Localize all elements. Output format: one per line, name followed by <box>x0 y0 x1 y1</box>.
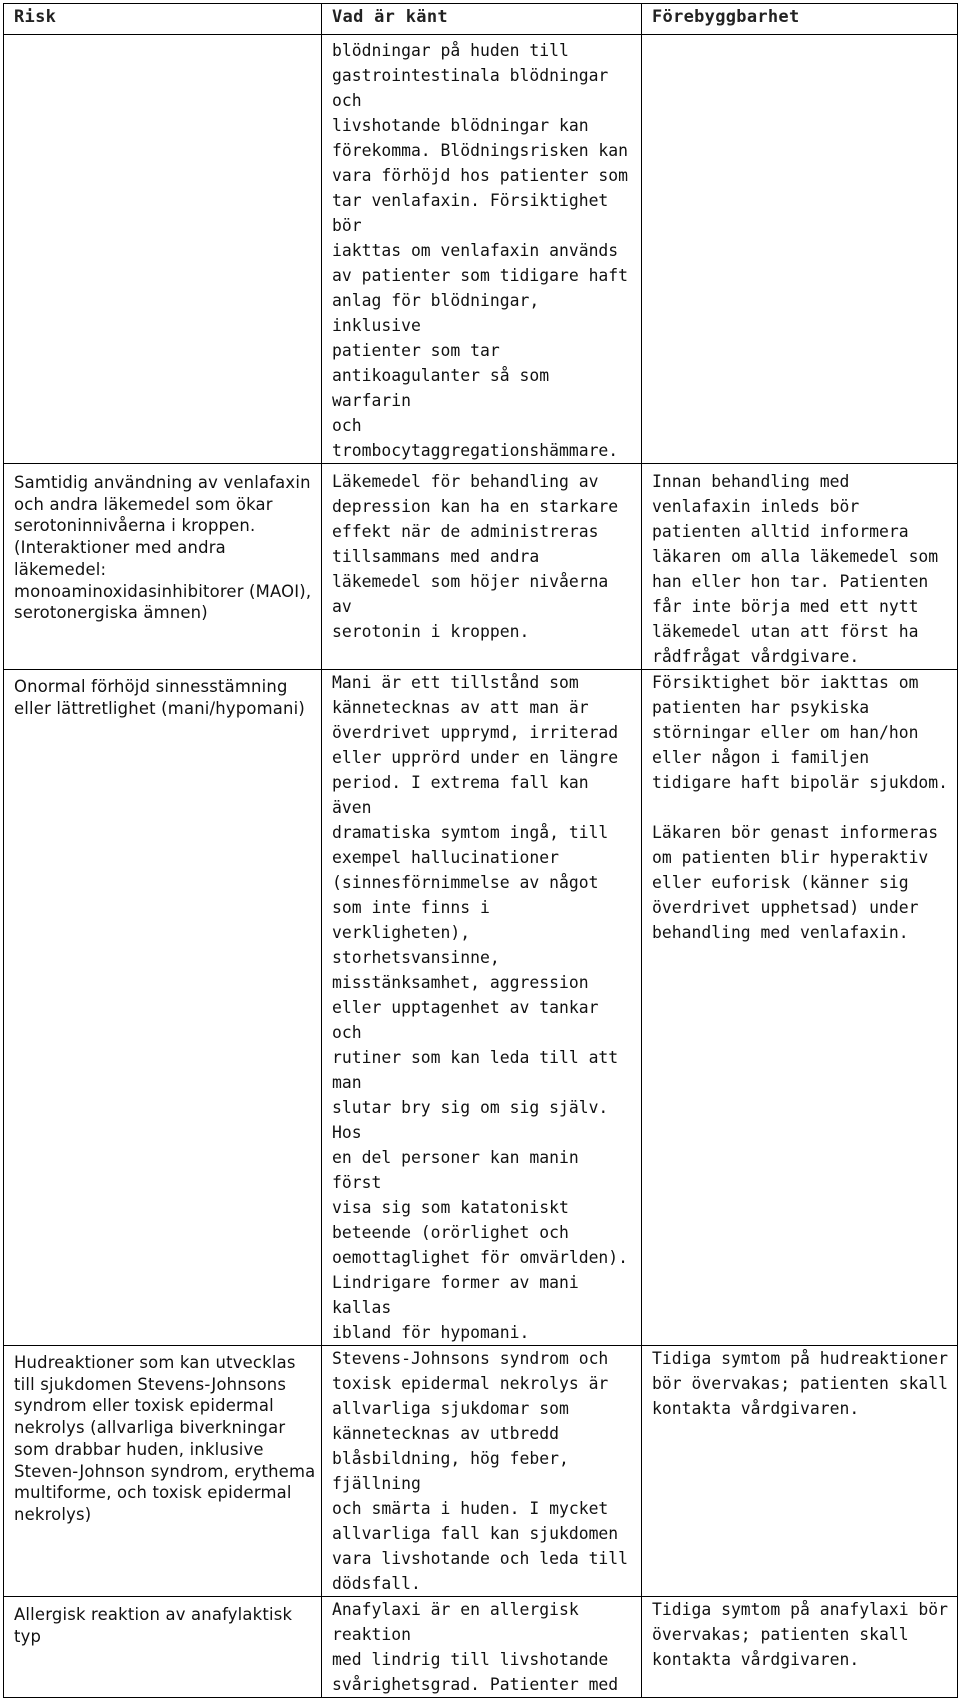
preventability-cell <box>642 670 958 1346</box>
known-text: Läkemedel för behandling av depression kan ha en starkare effekt när de administreras tillsammans med andra läkemedel som höjer nivåerna av serotonin i kroppen. <box>332 472 619 641</box>
known-cell <box>322 1346 642 1597</box>
known-cell <box>322 464 642 670</box>
column-header-risk: Risk <box>4 4 322 35</box>
preventability-cell <box>642 1597 958 1698</box>
preventability-text: Innan behandling med venlafaxin inleds bör patienten alltid informera läkaren om alla läkemedel som han eller hon tar. Patienten får inte börja med ett nytt läkemedel utan att först ha rådfrågat vårdgivare. <box>652 472 939 666</box>
column-header-preventability: Förebyggbarhet <box>642 4 958 35</box>
preventability-cell <box>642 464 958 670</box>
known-cell <box>322 1597 642 1698</box>
table-row <box>4 1346 958 1597</box>
table-row <box>4 464 958 670</box>
risk-cell: Onormal förhöjd sinnesstämning eller lättretlighet (mani/hypomani) <box>4 670 322 1346</box>
risk-cell: Allergisk reaktion av anafylaktisk typ <box>4 1597 322 1698</box>
known-text: Mani är ett tillstånd som kännetecknas av att man är överdrivet upprymd, irriterad eller upprörd under en längre period. I extrema fall kan även dramatiska symtom ingå, till exempel hallucinationer (sinnesförnimmelse av något som inte finns i verkligheten), storhetsvansinne, misstänksamhet, aggression eller upptagenhet av tankar och rutiner som kan leda till att man slutar bry sig om sig själv. Hos en del personer kan manin först visa sig som katatoniskt beteende (orörlighet och oemottaglighet för omvärlden). Lindrigare former av mani kallas ibland för hypomani. <box>332 673 629 1342</box>
known-text: Stevens-Johnsons syndrom och toxisk epidermal nekrolys är allvarliga sjukdomar som kännetecknas av utbredd blåsbildning, hög feber, fjällning och smärta i huden. I mycket allvarliga fall kan sjukdomen vara livshotande och leda till dödsfall. <box>332 1349 629 1593</box>
known-text: Anafylaxi är en allergisk reaktion med lindrig till livshotande svårighetsgrad. Patienter med <box>332 1600 619 1694</box>
risk-table <box>3 3 958 1698</box>
known-cell <box>322 35 642 464</box>
preventability-text: Läkaren bör genast informeras om patienten blir hyperaktiv eller euforisk (känner sig överdrivet upphetsad) under behandling med venlafaxin. <box>652 823 939 942</box>
preventability-cell <box>642 1346 958 1597</box>
preventability-text: Tidiga symtom på anafylaxi bör övervakas; patienten skall kontakta vårdgivaren. <box>652 1600 949 1669</box>
risk-cell: Hudreaktioner som kan utvecklas till sjukdomen Stevens-Johnsons syndrom eller toxisk epidermal nekrolys (allvarliga biverkningar som drabbar huden, inklusive Steven-Johnson syndrom, erythema multiforme, och toxisk epidermal nekrolys) <box>4 1346 322 1597</box>
risk-cell: Samtidig användning av venlafaxin och andra läkemedel som ökar serotoninnivåerna i kroppen. (Interaktioner med andra läkemedel: monoaminoxidasinhibitorer (MAOI), serotonergiska ämnen) <box>4 464 322 670</box>
preventability-cell <box>642 35 958 464</box>
preventability-text: Tidiga symtom på hudreaktioner bör övervakas; patienten skall kontakta vårdgivaren. <box>652 1349 949 1418</box>
column-header-known: Vad är känt <box>322 4 642 35</box>
known-text: blödningar på huden till gastrointestinala blödningar och livshotande blödningar kan förekomma. Blödningsrisken kan vara förhöjd hos patienter som tar venlafaxin. Försiktighet bör iakttas om venlafaxin används av patienter som tidigare haft anlag för blödningar, inklusive patienter som tar antikoagulanter så som warfarin och trombocytaggregationshämmare. <box>332 41 629 460</box>
risk-cell <box>4 35 322 464</box>
preventability-text: Försiktighet bör iakttas om patienten har psykiska störningar eller om han/hon eller någon i familjen tidigare haft bipolär sjukdom. <box>652 673 949 792</box>
table-header-row <box>4 4 958 35</box>
table-row <box>4 670 958 1346</box>
known-cell <box>322 670 642 1346</box>
table-row <box>4 35 958 464</box>
table-row <box>4 1597 958 1698</box>
